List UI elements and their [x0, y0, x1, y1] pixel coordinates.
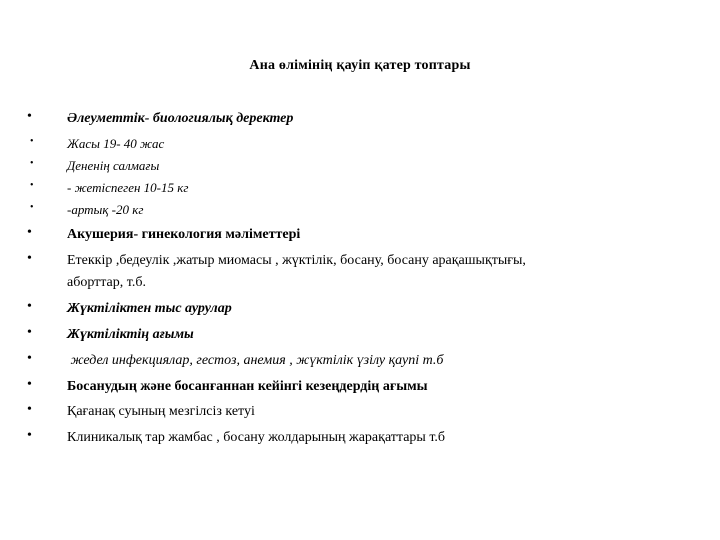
bullet-icon: •	[27, 377, 32, 392]
list-item-text: Акушерия- гинекология мәліметтері	[67, 227, 301, 242]
bullet-icon: •	[27, 351, 32, 366]
list-item-text: Жасы 19- 40 жас	[67, 136, 165, 151]
list-item-text: Етеккір ,бедеулік ,жатыр миомасы , жүктілік, босану, босану арақашықтығы,	[67, 253, 526, 268]
list-item-text: аборттар, т.б.	[67, 275, 146, 290]
bullet-icon: •	[30, 136, 34, 147]
list-item-text: -артық -20 кг	[67, 202, 144, 217]
bullet-icon: •	[27, 299, 32, 314]
bullet-icon: •	[30, 202, 34, 213]
list-item-text: Жүктіліктің ағымы	[67, 327, 194, 342]
list-item-text: Жүктіліктен тыс аурулар	[67, 301, 232, 316]
bullet-icon: •	[27, 325, 32, 340]
bullet-icon: •	[30, 158, 34, 169]
bullet-icon: •	[27, 251, 32, 266]
list-item-text: Әлеуметтік- биологиялық деректер	[67, 111, 294, 126]
bullet-icon: •	[27, 428, 32, 443]
bullet-icon: •	[30, 180, 34, 191]
slide-title: Ана өлімінің қауіп қатер топтары	[249, 58, 471, 73]
list-item-text: Дененің салмағы	[67, 158, 160, 173]
list-item-text: - жетіспеген 10-15 кг	[67, 180, 189, 195]
list-item-text: жедел инфекциялар, гестоз, анемия , жүктілік үзілу қаупі т.б	[67, 353, 444, 368]
list-item-text: Клиникалық тар жамбас , босану жолдарының жарақаттары т.б	[67, 430, 446, 445]
list-item-text: Қағанақ суының мезгілсіз кетуі	[67, 404, 255, 419]
bullet-icon: •	[27, 225, 32, 240]
bullet-icon: •	[27, 402, 32, 417]
bullet-icon: •	[27, 109, 32, 124]
list-item-text: Босанудың және босанғаннан кейінгі кезеңдердің ағымы	[67, 379, 428, 394]
